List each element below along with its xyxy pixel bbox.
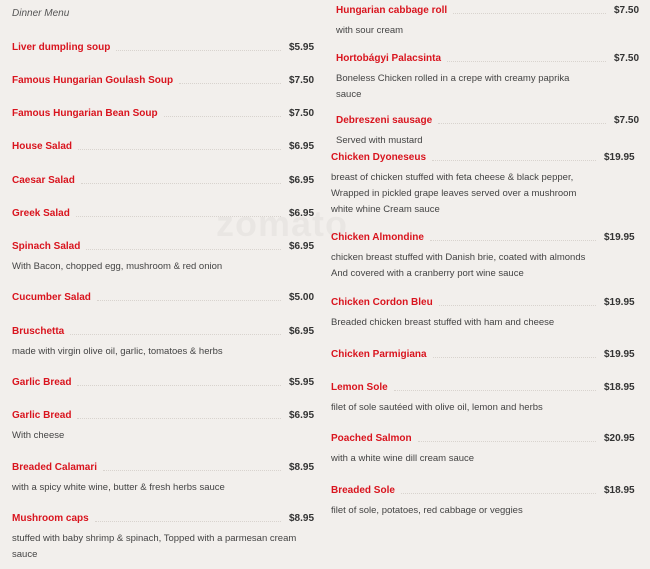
menu-item-name: Caesar Salad — [12, 175, 75, 186]
dotted-leader — [78, 149, 281, 150]
menu-item-name: Famous Hungarian Goulash Soup — [12, 75, 174, 86]
menu-item-name: Cucumber Salad — [12, 292, 91, 303]
menu-item-price: $7.50 — [614, 53, 640, 64]
menu-item-price: $5.95 — [289, 42, 315, 53]
menu-item-name: Mushroom caps — [12, 513, 89, 524]
menu-item — [331, 152, 638, 215]
menu-item-price: $6.95 — [289, 208, 315, 219]
menu-item — [336, 5, 648, 36]
menu-item-description: made with virgin olive oil, garlic, tomatoes & herbs — [12, 346, 223, 357]
dotted-leader — [179, 83, 281, 84]
menu-item-name: Poached Salmon — [331, 433, 412, 444]
dotted-leader — [77, 385, 281, 386]
menu-item-name: Lemon Sole — [331, 382, 388, 393]
menu-item-name: Breaded Sole — [331, 485, 395, 496]
menu-item-description: with a spicy white wine, butter & fresh herbs sauce — [12, 482, 225, 493]
menu-item — [12, 513, 323, 560]
menu-item-name: Chicken Parmigiana — [331, 349, 427, 360]
menu-item-name: Famous Hungarian Bean Soup — [12, 108, 158, 119]
menu-item-description: Boneless Chicken rolled in a crepe with creamy paprika sauce — [336, 73, 570, 100]
menu-item — [336, 53, 648, 100]
dotted-leader — [70, 334, 281, 335]
dotted-leader — [394, 390, 596, 391]
menu-item-price: $6.95 — [289, 175, 315, 186]
menu-item — [331, 485, 638, 516]
menu-item-price: $19.95 — [604, 232, 635, 243]
menu-item — [12, 410, 323, 441]
menu-item-name: Garlic Bread — [12, 410, 72, 421]
dotted-leader — [401, 493, 596, 494]
dotted-leader — [430, 240, 596, 241]
dotted-leader — [97, 300, 281, 301]
menu-item — [12, 108, 323, 124]
menu-item-name: Breaded Calamari — [12, 462, 98, 473]
menu-item — [12, 292, 323, 308]
menu-item-description: breast of chicken stuffed with feta cheese & black pepper, Wrapped in pickled grape leaves served over a mushroom white whine Cream sauce — [331, 172, 577, 215]
menu-item — [12, 241, 323, 272]
menu-item-description: filet of sole, potatoes, red cabbage or veggies — [331, 505, 523, 516]
menu-item-price: $8.95 — [289, 462, 315, 473]
menu-item-name: Hungarian cabbage roll — [336, 5, 448, 16]
menu-item-price: $7.50 — [289, 75, 315, 86]
menu-item-description: filet of sole sautéed with olive oil, lemon and herbs — [331, 402, 543, 413]
menu-item-price: $18.95 — [604, 382, 635, 393]
menu-item-description: Breaded chicken breast stuffed with ham and cheese — [331, 317, 555, 328]
menu-item-name: Bruschetta — [12, 326, 65, 337]
page-title: Dinner Menu — [12, 8, 70, 19]
menu-item — [12, 377, 323, 393]
menu-item — [336, 115, 648, 146]
dotted-leader — [116, 50, 281, 51]
menu-item-description: stuffed with baby shrimp & spinach, Topped with a parmesan cream sauce — [12, 533, 297, 560]
menu-item-name: Greek Salad — [12, 208, 70, 219]
menu-item-name: Chicken Dyoneseus — [331, 152, 427, 163]
menu-item-name: Hortobágyi Palacsinta — [336, 53, 442, 64]
dotted-leader — [433, 357, 596, 358]
menu-item — [331, 433, 638, 464]
menu-item-price: $7.50 — [614, 115, 640, 126]
menu-item-description: With Bacon, chopped egg, mushroom & red onion — [12, 261, 223, 272]
menu-item-price: $7.50 — [614, 5, 640, 16]
menu-item-description: chicken breast stuffed with Danish brie, coated with almonds And covered with a cranberry port wine sauce — [331, 252, 586, 279]
dotted-leader — [453, 13, 606, 14]
menu-item — [331, 382, 638, 413]
menu-item-name: Chicken Cordon Bleu — [331, 297, 433, 308]
menu-item-name: Debreszeni sausage — [336, 115, 433, 126]
dotted-leader — [432, 160, 596, 161]
menu-item — [12, 42, 323, 58]
dotted-leader — [447, 61, 606, 62]
dotted-leader — [103, 470, 281, 471]
menu-item-name: House Salad — [12, 141, 73, 152]
menu-item-price: $6.95 — [289, 410, 315, 421]
menu-item-price: $6.95 — [289, 141, 315, 152]
menu-item — [331, 349, 638, 365]
dotted-leader — [438, 123, 606, 124]
dotted-leader — [95, 521, 281, 522]
dotted-leader — [418, 441, 596, 442]
menu-item-description: With cheese — [12, 430, 65, 441]
menu-item-name: Spinach Salad — [12, 241, 81, 252]
menu-item — [331, 297, 638, 328]
menu-item — [12, 75, 323, 91]
menu-item-price: $5.00 — [289, 292, 315, 303]
menu-item-price: $19.95 — [604, 349, 635, 360]
dotted-leader — [77, 418, 281, 419]
menu-item-price: $20.95 — [604, 433, 635, 444]
menu-item — [12, 208, 323, 224]
menu-item-name: Chicken Almondine — [331, 232, 424, 243]
menu-item-price: $6.95 — [289, 241, 315, 252]
menu-item-price: $6.95 — [289, 326, 315, 337]
dotted-leader — [81, 183, 281, 184]
menu-item-price: $5.95 — [289, 377, 315, 388]
dotted-leader — [86, 249, 281, 250]
dotted-leader — [439, 305, 596, 306]
menu-item-description: with a white wine dill cream sauce — [331, 453, 475, 464]
menu-item-price: $7.50 — [289, 108, 315, 119]
menu-item — [12, 175, 323, 191]
menu-item-price: $19.95 — [604, 297, 635, 308]
dotted-leader — [76, 216, 281, 217]
menu-item — [331, 232, 638, 279]
menu-item — [12, 141, 323, 157]
menu-item-description: with sour cream — [336, 25, 404, 36]
menu-item — [12, 326, 323, 357]
menu-item-name: Garlic Bread — [12, 377, 72, 388]
menu-item — [12, 462, 323, 493]
menu-item-name: Liver dumpling soup — [12, 42, 111, 53]
menu-item-price: $19.95 — [604, 152, 635, 163]
menu-item-price: $8.95 — [289, 513, 315, 524]
menu-item-description: Served with mustard — [336, 135, 423, 146]
dotted-leader — [164, 116, 281, 117]
menu-item-price: $18.95 — [604, 485, 635, 496]
